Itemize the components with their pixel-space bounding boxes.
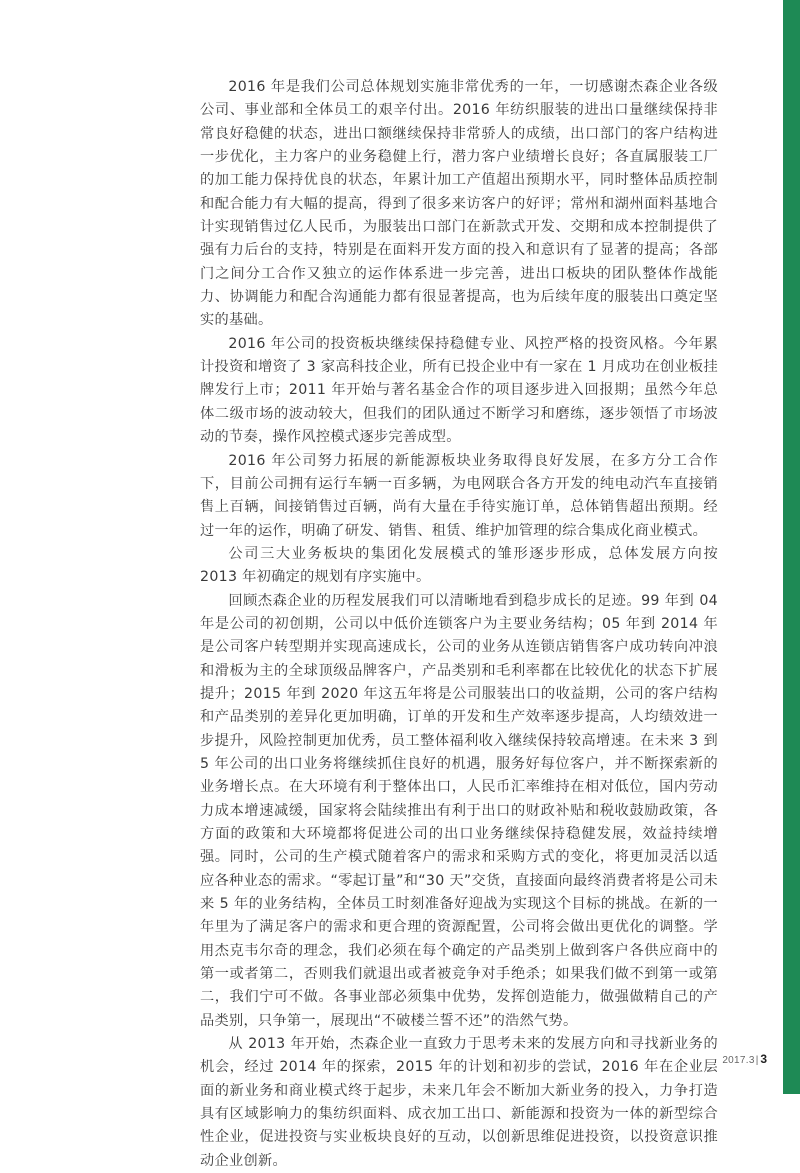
page-number: 3 — [760, 1052, 767, 1066]
page-footer — [722, 1052, 767, 1066]
green-side-bar — [783, 0, 800, 1094]
footer-separator: | — [755, 1055, 759, 1066]
paragraph-history-review: 回顾杰森企业的历程发展我们可以清晰地看到稳步成长的足迹。99 年到 04 年是公司的初创期，公司以中低价连锁客户为主要业务结构；05 年到 2014 年是公司客户转型期并实现高速成长，公司的业务从连锁店销售客户成功转向冲浪和滑板为主的全球顶级品牌客户，产品类别和毛利率都在比较优化的状态下扩展提升；2015 年到 2020 年这五年将是公司服装出口的收益期，公司的客户结构和产品类别的差异化更加明确，订单的开发和生产效率逐步提高，人均绩效进一步提升，风险控制更加优秀，员工整体福利收入继续保持较高增速。在未来 3 到 5 年公司的出口业务将继续抓住良好的机遇，服务好每位客户，并不断探索新的业务增长点。在大环境有利于整体出口，人民币汇率维持在相对低位，国内劳动力成本增速减缓，国家将会陆续推出有利于出口的财政补贴和税收鼓励政策，各方面的政策和大环境都将促进公司的出口业务继续保持稳健发展，效益持续增强。同时，公司的生产模式随着客户的需求和采购方式的变化，将更加灵活以适应各种业态的需求。“零起订量”和“30 天”交货，直接面向最终消费者将是公司未来 5 年的业务结构，全体员工时刻准备好迎战为实现这个目标的挑战。在新的一年里为了满足客户的需求和更合理的资源配置，公司将会做出更优化的调整。学用杰克韦尔奇的理念，我们必须在每个确定的产品类别上做到客户各供应商中的第一或者第二，否则我们就退出或者被竞争对手绝杀；如果我们做不到第一或第二，我们宁可不做。各事业部必须集中优势，发挥创造能力，做强做精自己的产品类别，只争第一，展现出“不破楼兰誓不还”的浩然气势。 — [200, 592, 718, 1029]
issue-number: 2017.3 — [722, 1055, 755, 1066]
paragraph-investment: 2016 年公司的投资板块继续保持稳健专业、风控严格的投资风格。今年累计投资和增资了 3 家高科技企业，所有已投企业中有一家在 1 月成功在创业板挂牌发行上市；2011 年开始与著名基金合作的项目逐步进入回报期；虽然今年总体二级市场的波动较大，但我们的团队通过不断学习和磨练，逐步领悟了市场波动的节奏，操作风控模式逐步完善成型。 — [200, 335, 718, 446]
paragraph-business-model: 公司三大业务板块的集团化发展模式的雏形逐步形成，总体发展方向按 2013 年初确定的规划有序实施中。 — [200, 545, 718, 586]
paragraph-future-outlook: 从 2013 年开始，杰森企业一直致力于思考未来的发展方向和寻找新业务的机会，经过 2014 年的探索，2015 年的计划和初步的尝试，2016 年在企业层面的新业务和商业模式终于起步，未来几年会不断加大新业务的投入，力争打造具有区域影响力的集纺织面料、成衣加工出口、新能源和投资为一体的新型综合性企业，促进投资与实业板块良好的互动，以创新思维促进投资，以投资意识推动企业创新。 — [200, 1036, 718, 1169]
paragraph-annual-summary: 2016 年是我们公司总体规划实施非常优秀的一年，一切感谢杰森企业各级公司、事业部和全体员工的艰辛付出。2016 年纺织服装的进出口量继续保持非常良好稳健的状态，进出口额继续保持非常骄人的成绩，出口部门的客户结构进一步优化，主力客户的业务稳健上行，潜力客户业绩增长良好；各直属服装工厂的加工能力保持优良的状态，年累计加工产值超出预期水平，同时整体品质控制和配合能力有大幅的提高，得到了很多来访客户的好评；常州和湖州面料基地合计实现销售过亿人民币，为服装出口部门在新款式开发、交期和成本控制提供了强有力后台的支持，特别是在面料开发方面的投入和意识有了显著的提高；各部门之间分工合作又独立的运作体系进一步完善，进出口板块的团队整体作战能力、协调能力和配合沟通能力都有很显著提高，也为后续年度的服装出口奠定坚实的基础。 — [200, 79, 718, 329]
paragraph-new-energy: 2016 年公司努力拓展的新能源板块业务取得良好发展，在多方分工合作下，目前公司拥有运行车辆一百多辆，为电网联合各方开发的纯电动汽车直接销售上百辆，间接销售过百辆，尚有大量在手待实施订单，总体销售超出预期。经过一年的运作，明确了研发、销售、租赁、维护加管理的综合集成化商业模式。 — [200, 452, 718, 539]
article-body — [200, 76, 718, 1173]
